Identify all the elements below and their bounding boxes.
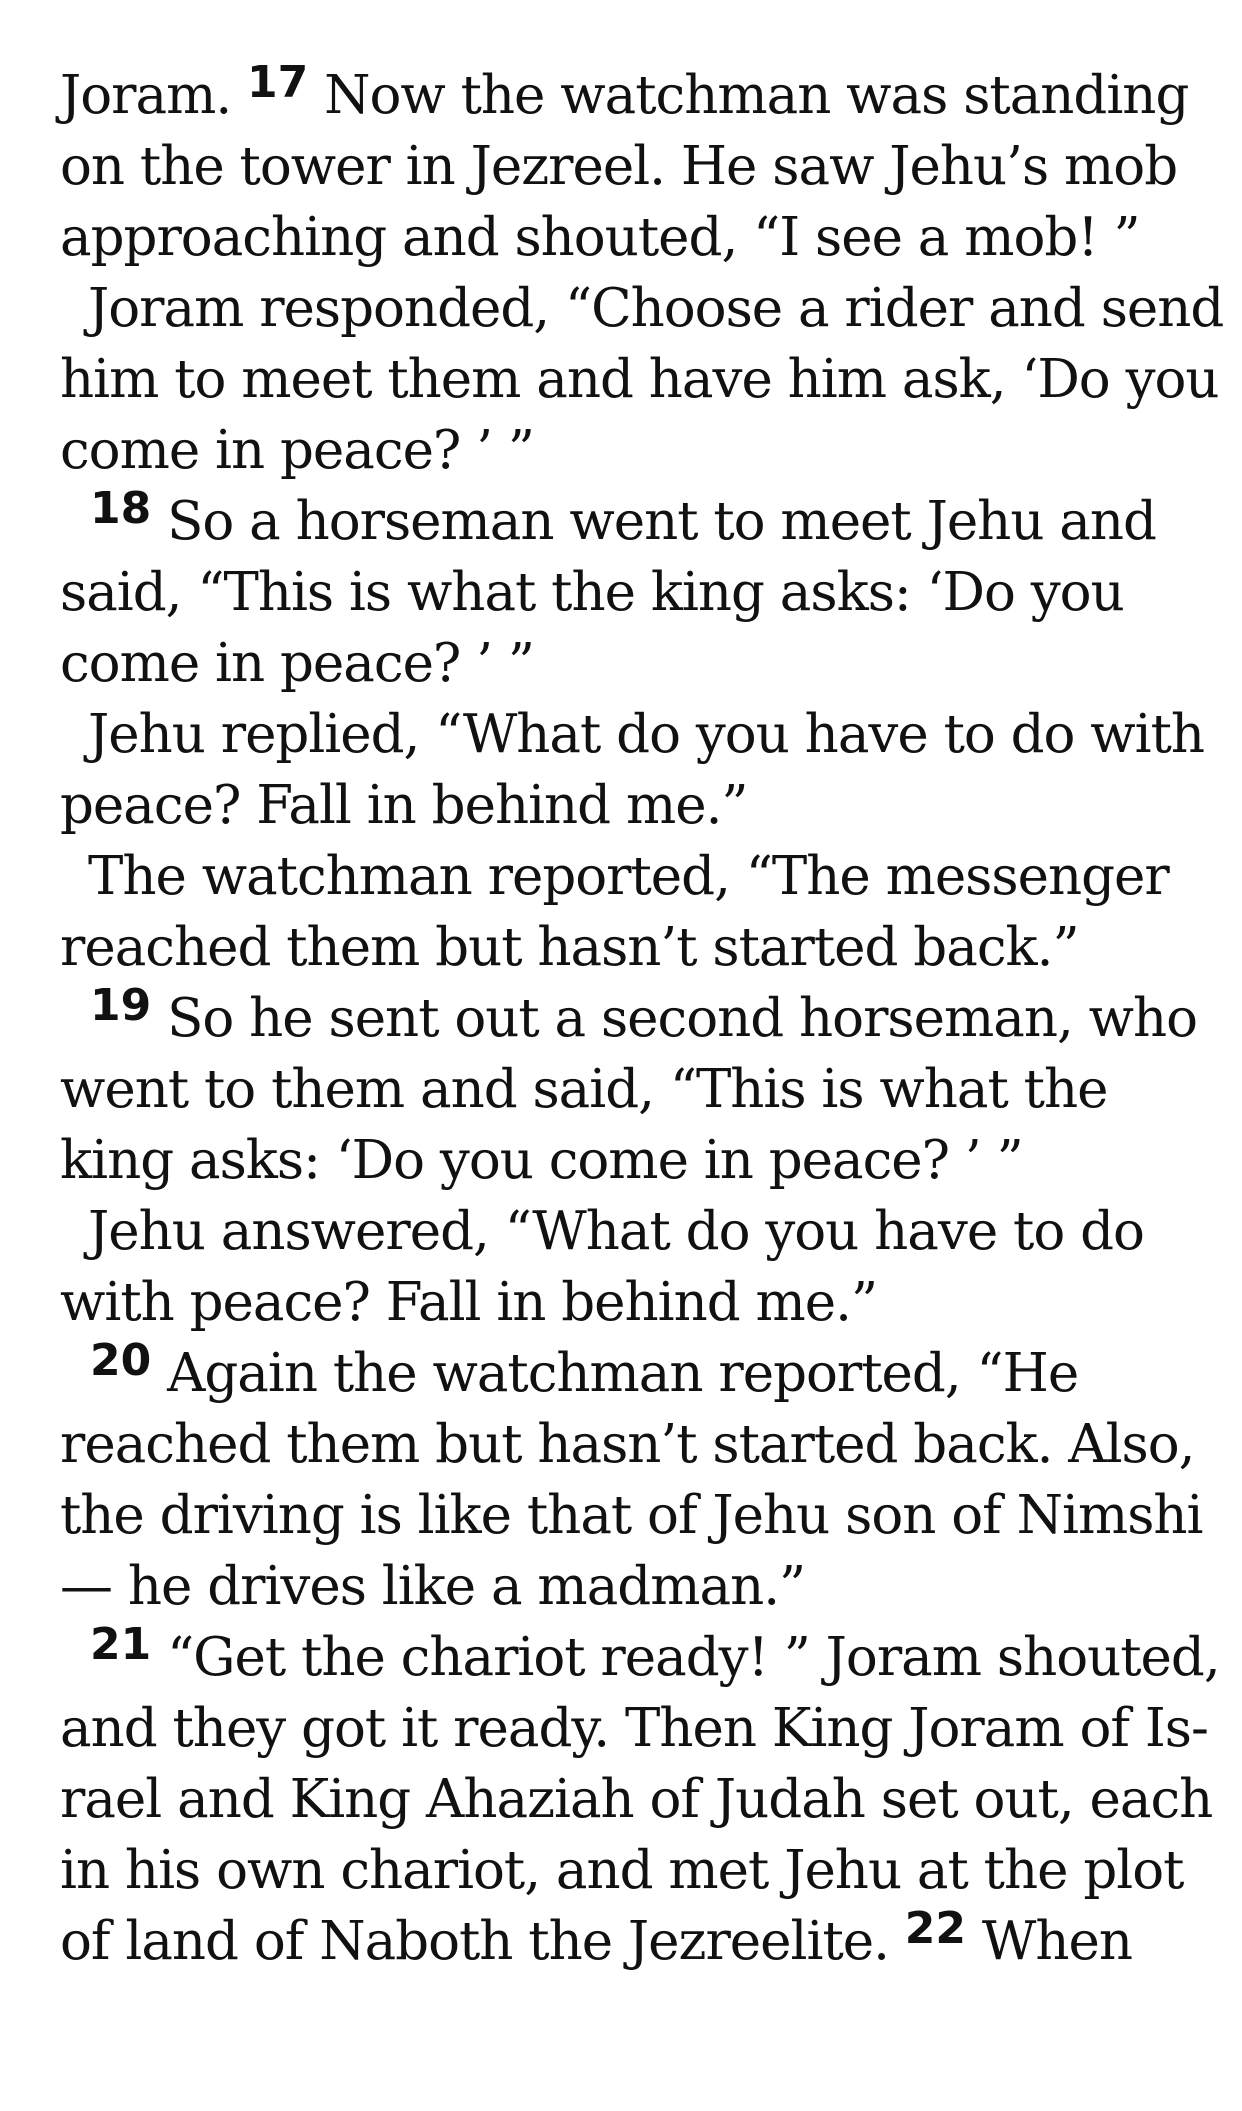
text-line: in his own chariot, and met Jehu at the plot bbox=[60, 1840, 1184, 1901]
line-text: Joram. bbox=[60, 65, 248, 126]
text-line bbox=[60, 980, 1212, 1054]
text-line bbox=[60, 483, 1212, 557]
text-line bbox=[60, 1619, 1220, 1693]
text-line: The watchman reported, “The messenger bbox=[88, 846, 1169, 907]
line-text: of land of Naboth the Jezreelite. bbox=[60, 1911, 905, 1972]
text-line: peace? Fall in behind me.” bbox=[60, 775, 748, 836]
text-line: approaching and shouted, “I see a mob! ” bbox=[60, 207, 1140, 268]
text-line: reached them but hasn’t started back. Also, bbox=[60, 1414, 1195, 1475]
text-line: the driving is like that of Jehu son of Nimshi bbox=[60, 1485, 1203, 1546]
text-line: come in peace? ’ ” bbox=[60, 420, 534, 481]
line-text: When bbox=[966, 1911, 1132, 1972]
verse-number: 22 bbox=[904, 1903, 967, 1954]
text-line: Jehu answered, “What do you have to do bbox=[88, 1201, 1144, 1262]
verse-number: 17 bbox=[247, 57, 309, 108]
text-line bbox=[60, 1903, 1212, 1977]
text-line: and they got it ready. Then King Joram of Is- bbox=[60, 1698, 1208, 1759]
line-text: So a horseman went to meet Jehu and bbox=[151, 491, 1156, 552]
text-line: reached them but hasn’t started back.” bbox=[60, 917, 1079, 978]
verse-number: 20 bbox=[90, 1335, 152, 1386]
verse-number: 18 bbox=[90, 483, 152, 534]
text-line: Jehu replied, “What do you have to do with bbox=[88, 704, 1205, 765]
text-line: rael and King Ahaziah of Judah set out, each bbox=[60, 1769, 1213, 1830]
text-line: him to meet them and have him ask, ‘Do you bbox=[60, 349, 1219, 410]
line-text: Now the watchman was standing bbox=[308, 65, 1189, 126]
text-line bbox=[60, 57, 1212, 131]
verse-number: 19 bbox=[90, 980, 152, 1031]
line-text: So he sent out a second horseman, who bbox=[151, 988, 1198, 1049]
text-line bbox=[60, 1335, 1212, 1409]
text-line: king asks: ‘Do you come in peace? ’ ” bbox=[60, 1130, 1023, 1191]
text-line: on the tower in Jezreel. He saw Jehu’s mob bbox=[60, 136, 1178, 197]
text-line: come in peace? ’ ” bbox=[60, 633, 534, 694]
text-line: — he drives like a madman.” bbox=[60, 1556, 806, 1617]
line-text: Again the watchman reported, “He bbox=[151, 1343, 1079, 1404]
verse-number: 21 bbox=[90, 1619, 152, 1670]
text-line: went to them and said, “This is what the bbox=[60, 1059, 1108, 1120]
text-line: with peace? Fall in behind me.” bbox=[60, 1272, 878, 1333]
text-line: Joram responded, “Choose a rider and send bbox=[88, 278, 1224, 339]
text-line: said, “This is what the king asks: ‘Do you bbox=[60, 562, 1124, 623]
line-text: “Get the chariot ready! ” Joram shouted, bbox=[151, 1627, 1220, 1688]
